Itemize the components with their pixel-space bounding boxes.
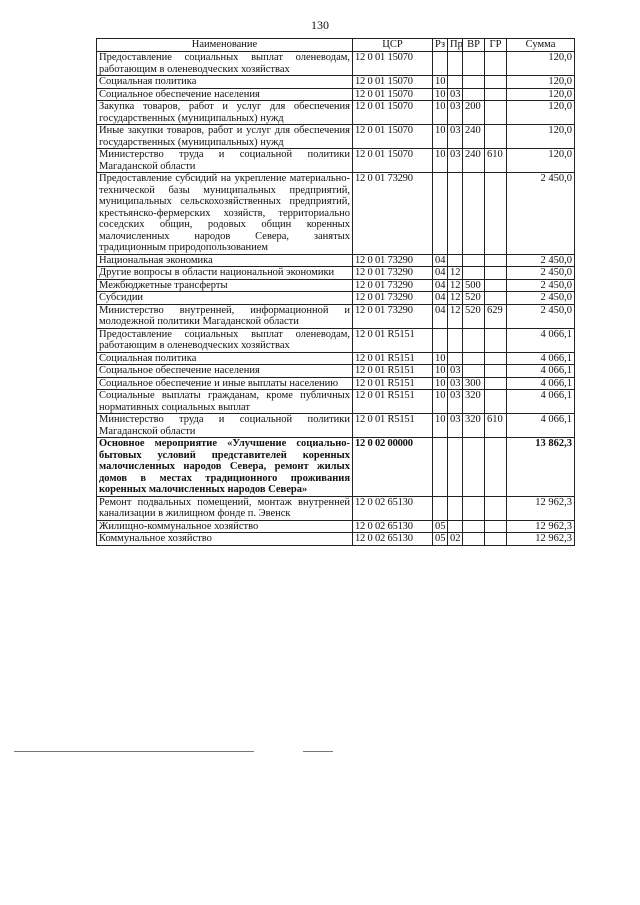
cell-csr: 12 0 01 73290: [353, 173, 433, 255]
cell-name: Межбюджетные трансферты: [97, 279, 353, 292]
cell-pr: [448, 328, 463, 352]
cell-sum: 4 066,1: [507, 352, 575, 365]
cell-sum: 4 066,1: [507, 414, 575, 438]
cell-rz: 04: [433, 292, 448, 305]
cell-pr: 03: [448, 88, 463, 101]
cell-sum: 2 450,0: [507, 173, 575, 255]
cell-sum: 120,0: [507, 101, 575, 125]
cell-pr: 12: [448, 292, 463, 305]
cell-gr: [485, 533, 507, 546]
cell-vr: [463, 173, 485, 255]
cell-name: Закупка товаров, работ и услуг для обеспечения государственных (муниципальных) нужд: [97, 101, 353, 125]
table-row: [97, 173, 575, 255]
cell-pr: [448, 438, 463, 497]
cell-sum: 2 450,0: [507, 292, 575, 305]
cell-csr: 12 0 01 R5151: [353, 365, 433, 378]
cell-vr: [463, 520, 485, 533]
cell-vr: 520: [463, 292, 485, 305]
table-row: [97, 149, 575, 173]
cell-name: Предоставление социальных выплат оленеводам, работающим в оленеводческих хозяйствах: [97, 52, 353, 76]
cell-gr: [485, 352, 507, 365]
cell-name: Другие вопросы в области национальной экономики: [97, 267, 353, 280]
cell-gr: [485, 520, 507, 533]
cell-pr: [448, 352, 463, 365]
cell-vr: [463, 365, 485, 378]
cell-name: Основное мероприятие «Улучшение социально-бытовых условий представителей коренных малочисленных народов Севера, ремонт жилых домов в местах традиционного проживания коренных малочисленных народов Севера»: [97, 438, 353, 497]
table-row: [97, 76, 575, 89]
cell-name: Социальная политика: [97, 352, 353, 365]
cell-csr: 12 0 01 73290: [353, 304, 433, 328]
cell-sum: 4 066,1: [507, 328, 575, 352]
header-pr: Пр: [448, 39, 463, 52]
cell-gr: 610: [485, 149, 507, 173]
cell-vr: [463, 438, 485, 497]
cell-csr: 12 0 01 R5151: [353, 390, 433, 414]
cell-vr: [463, 267, 485, 280]
cell-vr: 520: [463, 304, 485, 328]
cell-sum: 13 862,3: [507, 438, 575, 497]
cell-pr: [448, 520, 463, 533]
cell-rz: 10: [433, 390, 448, 414]
header-gr: ГР: [485, 39, 507, 52]
cell-sum: 12 962,3: [507, 533, 575, 546]
cell-csr: 12 0 01 15070: [353, 88, 433, 101]
cell-rz: 10: [433, 125, 448, 149]
cell-vr: [463, 88, 485, 101]
footer-rule-right: [303, 751, 333, 752]
cell-sum: 120,0: [507, 76, 575, 89]
cell-sum: 120,0: [507, 149, 575, 173]
cell-rz: 04: [433, 279, 448, 292]
cell-gr: [485, 88, 507, 101]
cell-pr: [448, 76, 463, 89]
cell-sum: 2 450,0: [507, 279, 575, 292]
cell-name: Социальная политика: [97, 76, 353, 89]
table-header-row: [97, 39, 575, 52]
cell-pr: [448, 254, 463, 267]
cell-csr: 12 0 01 73290: [353, 279, 433, 292]
cell-csr: 12 0 01 73290: [353, 292, 433, 305]
cell-rz: [433, 496, 448, 520]
cell-vr: [463, 496, 485, 520]
cell-pr: 03: [448, 149, 463, 173]
cell-csr: 12 0 01 15070: [353, 149, 433, 173]
cell-csr: 12 0 01 R5151: [353, 328, 433, 352]
cell-vr: [463, 352, 485, 365]
cell-name: Национальная экономика: [97, 254, 353, 267]
header-csr: ЦСР: [353, 39, 433, 52]
cell-vr: [463, 533, 485, 546]
cell-csr: 12 0 01 R5151: [353, 377, 433, 390]
cell-gr: 629: [485, 304, 507, 328]
table-row: [97, 377, 575, 390]
cell-rz: 10: [433, 76, 448, 89]
cell-gr: [485, 279, 507, 292]
cell-rz: 10: [433, 414, 448, 438]
cell-csr: 12 0 02 65130: [353, 520, 433, 533]
cell-name: Социальные выплаты гражданам, кроме публичных нормативных социальных выплат: [97, 390, 353, 414]
cell-name: Ремонт подвальных помещений, монтаж внутренней канализации в жилищном фонде п. Эвенск: [97, 496, 353, 520]
cell-csr: 12 0 01 15070: [353, 52, 433, 76]
cell-vr: 240: [463, 125, 485, 149]
cell-csr: 12 0 01 15070: [353, 76, 433, 89]
cell-gr: [485, 173, 507, 255]
cell-rz: 04: [433, 254, 448, 267]
table-row: [97, 292, 575, 305]
cell-sum: 2 450,0: [507, 267, 575, 280]
cell-vr: 300: [463, 377, 485, 390]
cell-pr: [448, 496, 463, 520]
cell-pr: 03: [448, 390, 463, 414]
cell-rz: [433, 52, 448, 76]
cell-sum: 2 450,0: [507, 304, 575, 328]
cell-gr: 610: [485, 414, 507, 438]
cell-gr: [485, 254, 507, 267]
cell-vr: 500: [463, 279, 485, 292]
table-row: [97, 125, 575, 149]
footer-rule-left: [14, 751, 254, 752]
table-body: [97, 52, 575, 546]
cell-sum: 120,0: [507, 88, 575, 101]
table-row: [97, 101, 575, 125]
table-row: [97, 304, 575, 328]
table-row: [97, 254, 575, 267]
cell-gr: [485, 365, 507, 378]
cell-gr: [485, 328, 507, 352]
cell-pr: 12: [448, 279, 463, 292]
header-vr: ВР: [463, 39, 485, 52]
cell-pr: 12: [448, 304, 463, 328]
cell-pr: 03: [448, 414, 463, 438]
table-row: [97, 267, 575, 280]
cell-name: Предоставление социальных выплат оленеводам, работающим в оленеводческих хозяйствах: [97, 328, 353, 352]
header-name: Наименование: [97, 39, 353, 52]
cell-vr: 240: [463, 149, 485, 173]
cell-sum: 4 066,1: [507, 390, 575, 414]
page-number: 130: [311, 18, 329, 32]
cell-rz: 05: [433, 520, 448, 533]
cell-gr: [485, 125, 507, 149]
cell-pr: [448, 173, 463, 255]
table-row: [97, 390, 575, 414]
cell-gr: [485, 292, 507, 305]
cell-csr: 12 0 02 65130: [353, 533, 433, 546]
cell-rz: 04: [433, 267, 448, 280]
cell-name: Министерство внутренней, информационной и молодежной политики Магаданской области: [97, 304, 353, 328]
cell-rz: 10: [433, 365, 448, 378]
cell-sum: 2 450,0: [507, 254, 575, 267]
cell-csr: 12 0 01 R5151: [353, 352, 433, 365]
cell-pr: 03: [448, 101, 463, 125]
cell-vr: 320: [463, 390, 485, 414]
cell-gr: [485, 438, 507, 497]
cell-pr: 03: [448, 125, 463, 149]
cell-gr: [485, 101, 507, 125]
cell-csr: 12 0 02 00000: [353, 438, 433, 497]
cell-gr: [485, 267, 507, 280]
cell-pr: [448, 52, 463, 76]
budget-table: [96, 38, 575, 546]
table-row: [97, 352, 575, 365]
cell-csr: 12 0 01 73290: [353, 267, 433, 280]
cell-name: Жилищно-коммунальное хозяйство: [97, 520, 353, 533]
cell-sum: 120,0: [507, 52, 575, 76]
table-row: [97, 328, 575, 352]
cell-vr: 200: [463, 101, 485, 125]
cell-name: Иные закупки товаров, работ и услуг для обеспечения государственных (муниципальных) нужд: [97, 125, 353, 149]
header-rz: Рз: [433, 39, 448, 52]
cell-gr: [485, 377, 507, 390]
cell-rz: [433, 173, 448, 255]
cell-csr: 12 0 01 73290: [353, 254, 433, 267]
cell-name: Субсидии: [97, 292, 353, 305]
cell-gr: [485, 496, 507, 520]
table-row: [97, 279, 575, 292]
cell-sum: 4 066,1: [507, 365, 575, 378]
header-sum: Сумма: [507, 39, 575, 52]
cell-gr: [485, 76, 507, 89]
cell-pr: 02: [448, 533, 463, 546]
cell-rz: [433, 438, 448, 497]
cell-name: Социальное обеспечение и иные выплаты населению: [97, 377, 353, 390]
table-row: [97, 88, 575, 101]
cell-vr: [463, 76, 485, 89]
table-row: [97, 496, 575, 520]
cell-vr: 320: [463, 414, 485, 438]
cell-sum: 12 962,3: [507, 520, 575, 533]
cell-gr: [485, 52, 507, 76]
table-row: [97, 52, 575, 76]
cell-name: Социальное обеспечение населения: [97, 365, 353, 378]
cell-vr: [463, 52, 485, 76]
table-row: [97, 520, 575, 533]
cell-sum: 120,0: [507, 125, 575, 149]
table-row: [97, 438, 575, 497]
cell-name: Социальное обеспечение населения: [97, 88, 353, 101]
table-row: [97, 533, 575, 546]
cell-csr: 12 0 01 15070: [353, 101, 433, 125]
cell-pr: 03: [448, 377, 463, 390]
cell-rz: 10: [433, 101, 448, 125]
cell-rz: 10: [433, 88, 448, 101]
cell-name: Министерство труда и социальной политики Магаданской области: [97, 149, 353, 173]
cell-rz: 05: [433, 533, 448, 546]
cell-name: Министерство труда и социальной политики Магаданской области: [97, 414, 353, 438]
cell-csr: 12 0 01 15070: [353, 125, 433, 149]
cell-vr: [463, 254, 485, 267]
cell-rz: 04: [433, 304, 448, 328]
cell-name: Предоставление субсидий на укрепление материально-технической базы муниципальных предприятий, муниципальных сельскохозяйственных предприятий, крестьянско-фермерских хозяйств, территориально соседских общин, родовых общин коренных малочисленных народов Севера, занятых традиционным природопользованием: [97, 173, 353, 255]
cell-rz: 10: [433, 149, 448, 173]
table-row: [97, 414, 575, 438]
cell-sum: 4 066,1: [507, 377, 575, 390]
cell-name: Коммунальное хозяйство: [97, 533, 353, 546]
cell-pr: 03: [448, 365, 463, 378]
table-row: [97, 365, 575, 378]
cell-csr: 12 0 02 65130: [353, 496, 433, 520]
cell-csr: 12 0 01 R5151: [353, 414, 433, 438]
cell-rz: [433, 328, 448, 352]
cell-vr: [463, 328, 485, 352]
cell-rz: 10: [433, 352, 448, 365]
cell-rz: 10: [433, 377, 448, 390]
cell-sum: 12 962,3: [507, 496, 575, 520]
cell-pr: 12: [448, 267, 463, 280]
cell-gr: [485, 390, 507, 414]
